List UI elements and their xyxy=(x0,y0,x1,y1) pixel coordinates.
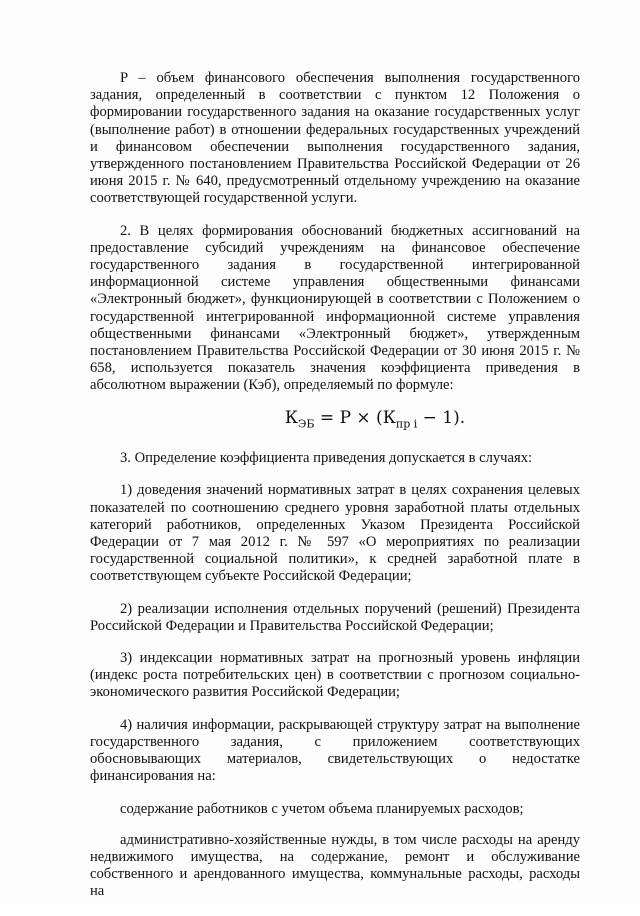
paragraph-item-3: 3. Определение коэффициента приведения допускается в случаях: xyxy=(120,450,533,467)
paragraph-subitem-2: 2) реализации исполнения отдельных поручений (решений) Президента Российской Федерации и Правительства Российской Федерации; xyxy=(90,600,580,634)
document-body xyxy=(90,70,580,916)
paragraph-subitem-1: 1) доведения значений нормативных затрат в целях сохранения целевых показателей по соотношению среднего уровня заработной платы отдельных категорий работников, определенных Указом Президента Российской Федерации от 7 мая 2012 г. № 597 «О мероприятиях по реализации государственной социальной политики», к средней заработной плате в соответствующем субъекте Российской Федерации; xyxy=(90,482,580,585)
formula xyxy=(170,407,580,433)
formula-lhs-sub: ЭБ xyxy=(298,417,315,431)
paragraph-staff-costs: содержание работников с учетом объема планируемых расходов; xyxy=(120,800,524,817)
formula-tail: − 1). xyxy=(417,407,466,428)
formula-mid: = P × (К xyxy=(314,407,396,428)
paragraph-p-definition: P – объем финансового обеспечения выполнения государственного задания, определенный в соответствии с пунктом 12 Положения о формировании государственного задания на оказание государственных услуг (выполнение работ) в отношении федеральных государственных учреждений и финансовом обеспечении выполнения государственного задания, утвержденного постановлением Правительства Российской Федерации от 26 июня 2015 г. № 640, предусмотренный отдельному учреждению на оказание соответствующей государственной услуги. xyxy=(90,70,580,207)
paragraph-admin-costs: административно-хозяйственные нужды, в том числе расходы на аренду недвижимого имущества, на содержание, ремонт и обслуживание собственного и арендованного имущества, коммунальные расходы, расходы на xyxy=(90,831,580,900)
paragraph-subitem-3: 3) индексации нормативных затрат на прогнозный уровень инфляции (индекс роста потребительских цен) в соответствии с прогнозом социально-экономического развития Российской Федерации; xyxy=(90,650,580,701)
paragraph-item-2: 2. В целях формирования обоснований бюджетных ассигнований на предоставление субсидий учреждениям на финансовое обеспечение государственного задания в государственной интегрированной информационной системе управления общественными финансами «Электронный бюджет», функционирующей в соответствии с Положением о государственной интегрированной информационной системе управления общественными финансами «Электронный бюджет», утвержденным постановлением Правительства Российской Федерации от 30 июня 2015 г. № 658, используется показатель значения коэффициента приведения в абсолютном выражении (Кэб), определяемый по формуле: xyxy=(90,222,580,394)
paragraph-subitem-4: 4) наличия информации, раскрывающей структуру затрат на выполнение государственного задания, с приложением соответствующих обосновывающих материалов, свидетельствующих о недостатке финансирования на: xyxy=(90,716,580,785)
formula-lhs: К xyxy=(284,407,299,428)
formula-rhs-sub: пр i xyxy=(395,417,418,431)
